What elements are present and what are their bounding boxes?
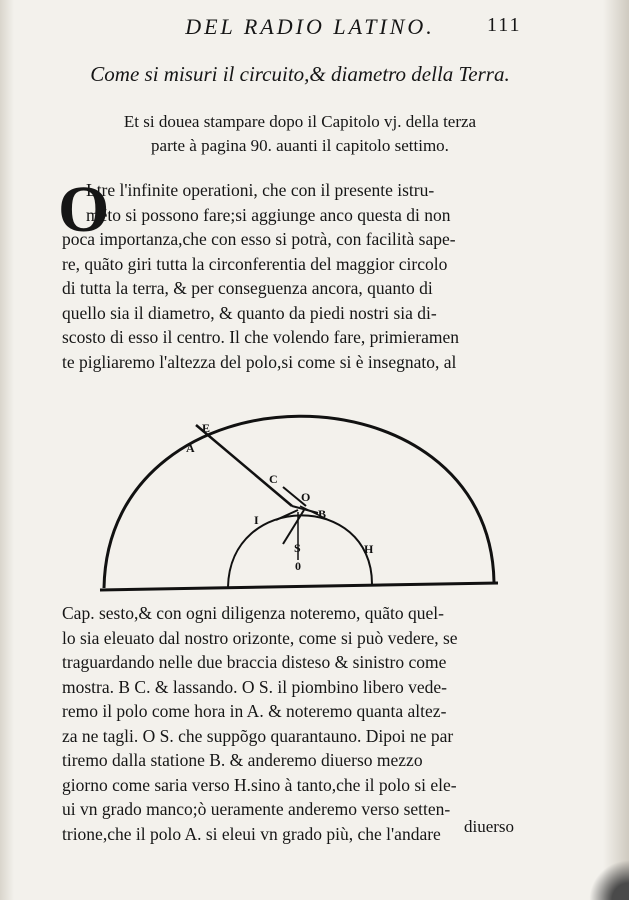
text-line: quello sia il diametro, & quanto da piedi nostri sia di- xyxy=(62,302,437,323)
editor-note-line: parte à pagina 90. auanti il capitolo settimo. xyxy=(151,136,449,155)
sight-line xyxy=(196,425,292,506)
text-line: poca importanza,che con esso si potrà, con facilità sape- xyxy=(62,229,456,249)
page-number: 111 xyxy=(487,14,522,36)
paragraph-two xyxy=(62,601,552,846)
chapter-title: Come si misuri il circuito,& diametro della Terra. xyxy=(90,62,510,86)
text-line: trione,che il polo A. si eleui vn grado più, che l'andare xyxy=(62,823,441,844)
catchword: diuerso xyxy=(464,817,515,836)
text-line: ui vn grado manco;ò ueramente anderemo verso setten- xyxy=(62,799,451,819)
running-title: DEL RADIO LATINO. xyxy=(185,14,435,39)
text-line: lo sia eleuato dal nostro orizonte, come si può vedere, se xyxy=(62,627,458,648)
text-line: mostra. B C. & lassando. O S. il piombino libero vede- xyxy=(62,676,447,697)
baseline xyxy=(100,583,498,590)
label-a: A xyxy=(186,441,195,455)
text-line: tiremo dalla statione B. & anderemo diuerso mezzo xyxy=(62,750,423,770)
label-h: H xyxy=(364,542,374,556)
label-e: E xyxy=(202,421,211,435)
text-line: di tutta la terra, & per conseguenza ancora, quanto di xyxy=(62,278,433,298)
text-line: giorno come saria verso H.sino à tanto,che il polo si ele- xyxy=(62,774,457,795)
text-line: scosto di esso il centro. Il che volendo fare, primieramen xyxy=(62,327,460,347)
text-line: traguardando nelle due braccia disteso & sinistro come xyxy=(62,652,447,672)
label-zero: 0 xyxy=(295,559,301,573)
text-line: mẽto si possono fare;si aggiunge anco questa di non xyxy=(86,204,451,225)
text-line: remo il polo come hora in A. & noteremo quanta altez- xyxy=(62,701,447,721)
label-c: C xyxy=(269,472,278,486)
label-s: S xyxy=(294,541,301,555)
text-line: Cap. sesto,& con ogni diligenza noteremo, quãto quel- xyxy=(62,603,444,623)
drop-cap: O xyxy=(58,173,110,246)
text-line: za ne tagli. O S. che suppõgo quarantauno. Dipoi ne par xyxy=(62,725,454,746)
label-i: I xyxy=(254,513,259,527)
text-line: Ltre l'infinite operationi, che con il presente istru- xyxy=(86,180,435,200)
text-line: re, quãto giri tutta la circonferentia del maggior circolo xyxy=(62,253,448,274)
text-line: te pigliaremo l'altezza del polo,si come si è insegnato, al xyxy=(62,351,457,372)
editor-note-line: Et si douea stampare dopo il Capitolo vj. della terza xyxy=(123,112,477,131)
label-b: B xyxy=(318,507,327,521)
label-o: O xyxy=(301,490,311,504)
